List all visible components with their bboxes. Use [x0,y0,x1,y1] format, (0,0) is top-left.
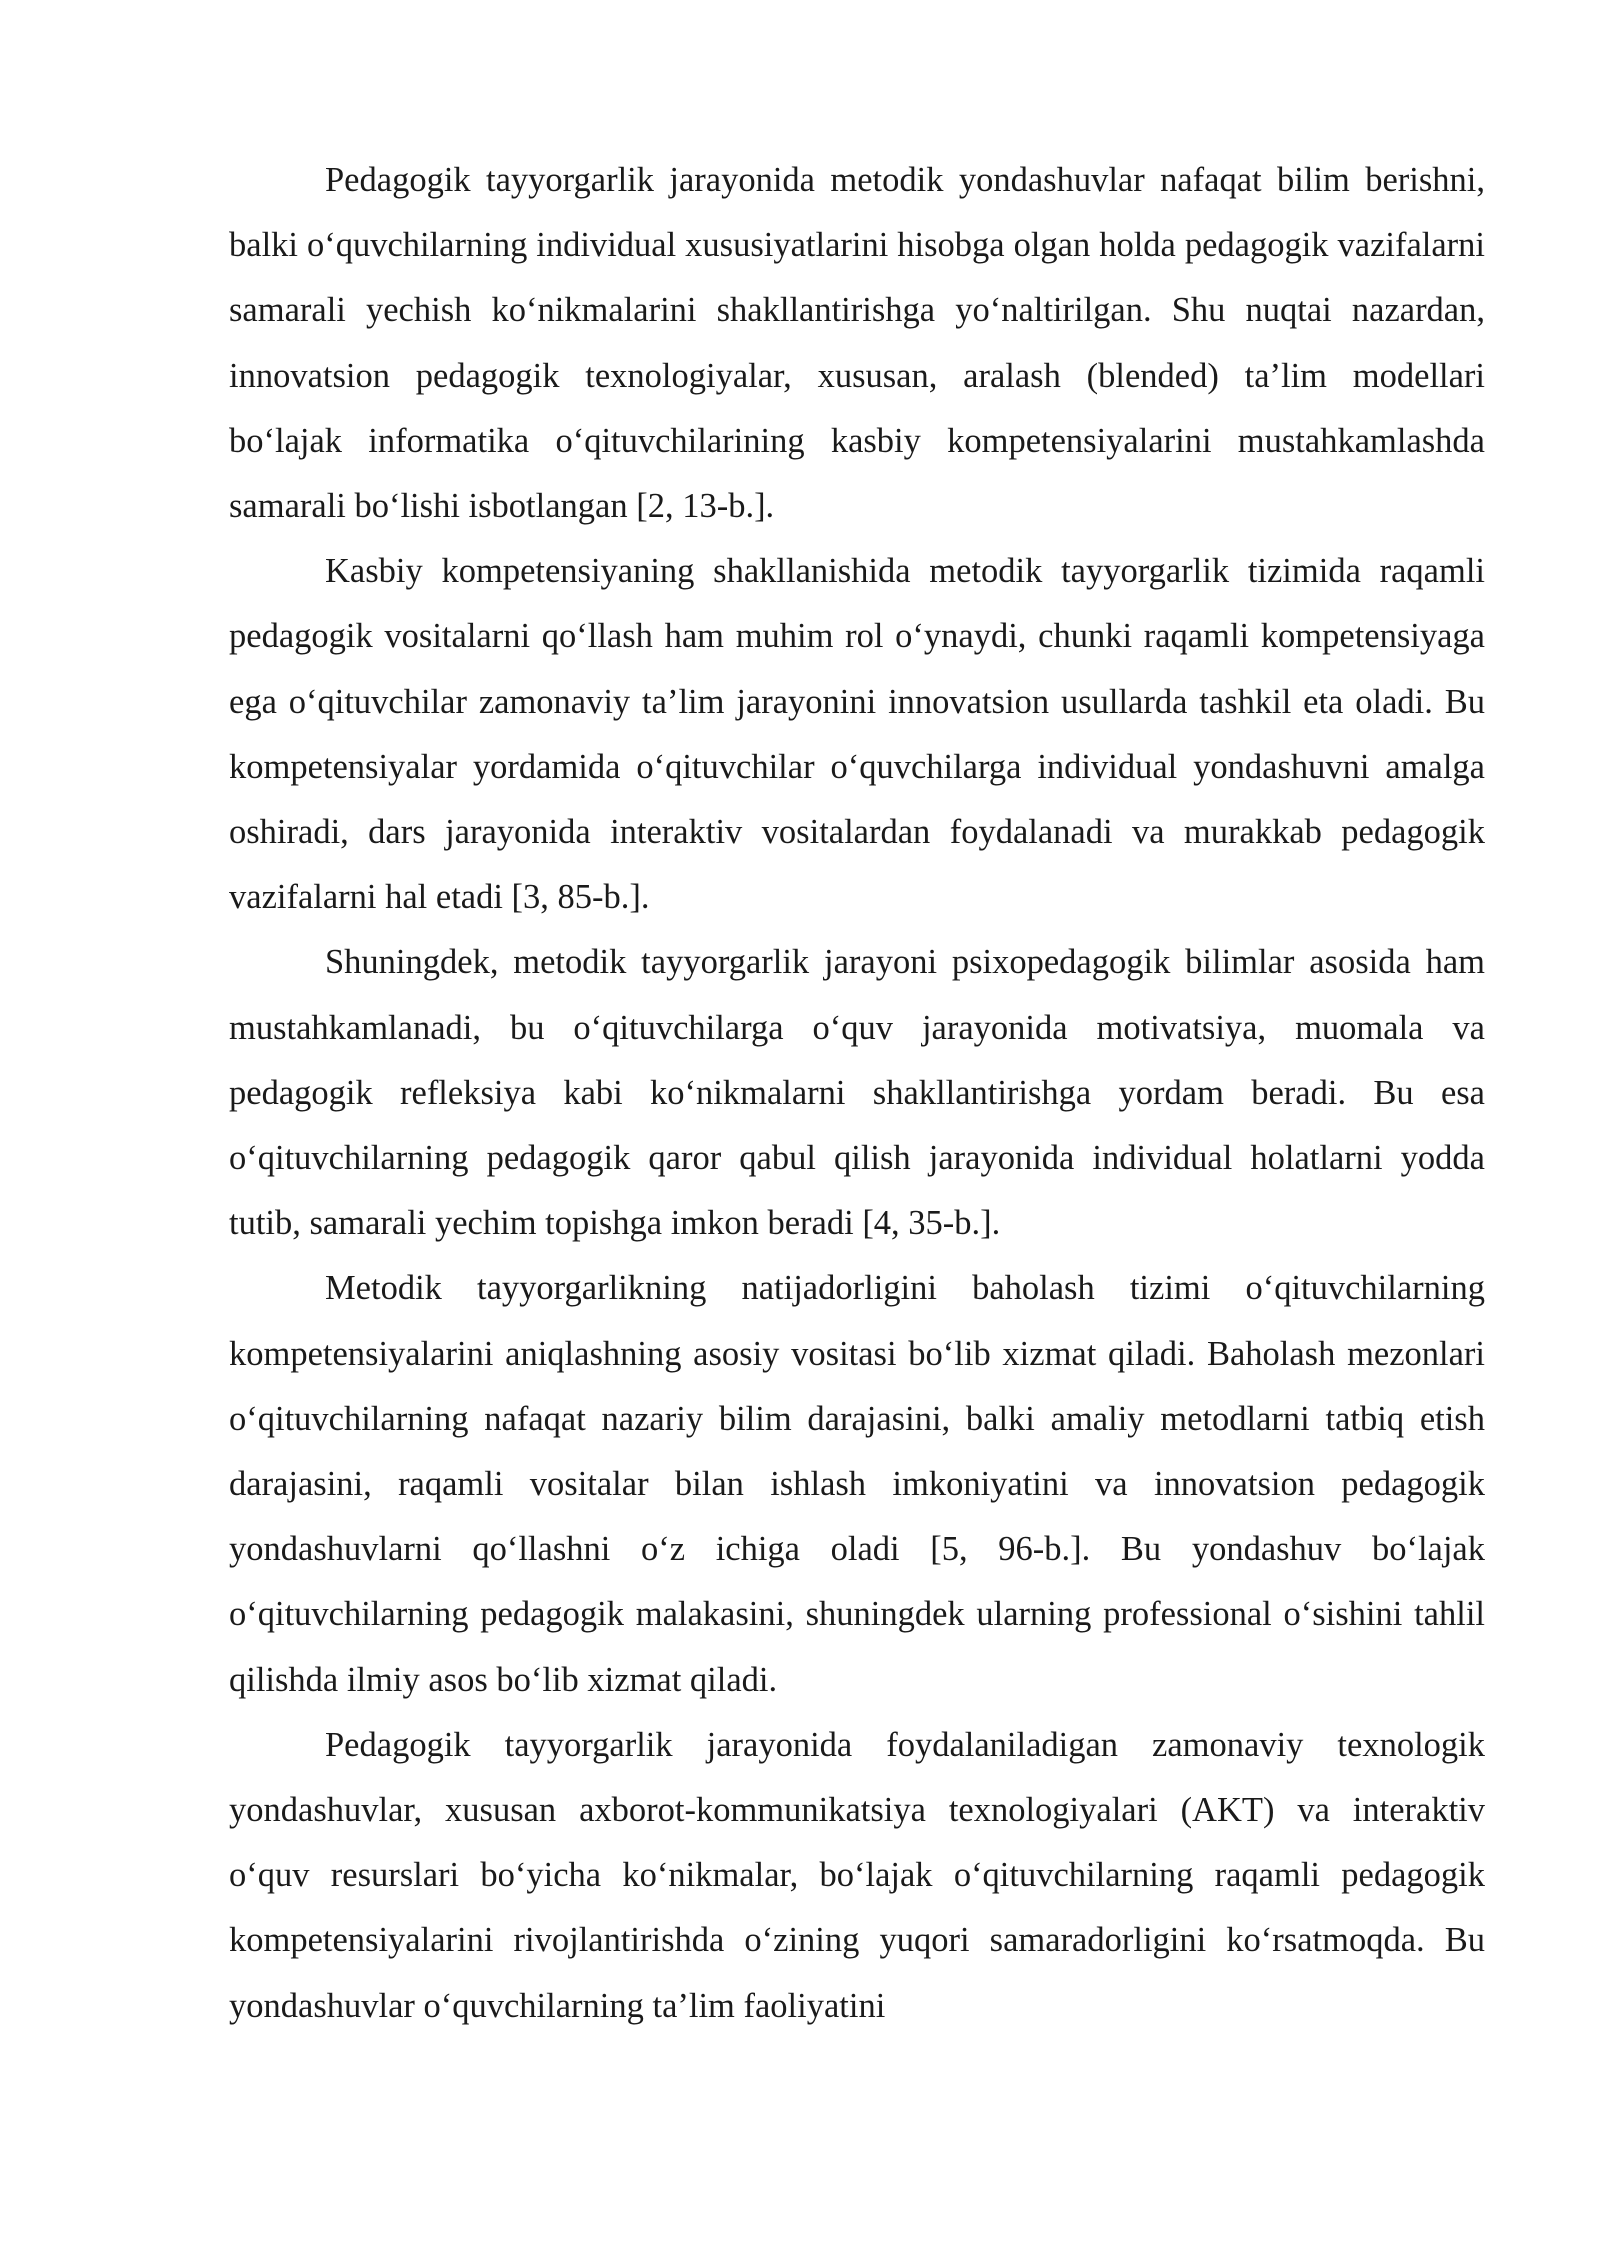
paragraph-2: Kasbiy kompetensiyaning shakllanishida metodik tayyorgarlik tizimida raqamli pedagogik vositalarni qo‘llash ham muhim rol o‘ynaydi, chunki raqamli kompetensiyaga ega o‘qituvchilar zamonaviy ta’lim jarayonini innovatsion usullarda tashkil eta oladi. Bu kompetensiyalar yordamida o‘qituvchilar o‘quvchilarga individual yondashuvni amalga oshiradi, dars jarayonida interaktiv vositalardan foydalanadi va murakkab pedagogik vazifalarni hal etadi [3, 85-b.]. [229,552,1485,917]
paragraph-5: Pedagogik tayyorgarlik jarayonida foydalaniladigan zamonaviy texnologik yondashuvlar, xususan axborot-kommunikatsiya texnologiyalari (AKT) va interaktiv o‘quv resurslari bo‘yicha ko‘nikmalar, bo‘lajak o‘qituvchilarning raqamli pedagogik kompetensiyalarini rivojlantirishda o‘zining yuqori samaradorligini ko‘rsatmoqda. Bu yondashuvlar o‘quvchilarning ta’lim faoliyatini [229,1725,1485,2025]
paragraph-3: Shuningdek, metodik tayyorgarlik jarayoni psixopedagogik bilimlar asosida ham mustahkamlanadi, bu o‘qituvchilarga o‘quv jarayonida motivatsiya, muomala va pedagogik refleksiya kabi ko‘nikmalarni shakllantirishga yordam beradi. Bu esa o‘qituvchilarning pedagogik qaror qabul qilish jarayonida individual holatlarni yodda tutib, samarali yechim topishga imkon beradi [4, 35-b.]. [229,943,1485,1243]
paragraph-1: Pedagogik tayyorgarlik jarayonida metodik yondashuvlar nafaqat bilim berishni, balki o‘quvchilarning individual xususiyatlarini hisobga olgan holda pedagogik vazifalarni samarali yechish ko‘nikmalarini shakllantirishga yo‘naltirilgan. Shu nuqtai nazardan, innovatsion pedagogik texnologiyalar, xususan, aralash (blended) ta’lim modellari bo‘lajak informatika o‘qituvchilarining kasbiy kompetensiyalarini mustahkamlashda samarali bo‘lishi isbotlangan [2, 13-b.]. [229,161,1485,526]
paragraph-4: Metodik tayyorgarlikning natijadorligini baholash tizimi o‘qituvchilarning kompetensiyalarini aniqlashning asosiy vositasi bo‘lib xizmat qiladi. Baholash mezonlari o‘qituvchilarning nafaqat nazariy bilim darajasini, balki amaliy metodlarni tatbiq etish darajasini, raqamli vositalar bilan ishlash imkoniyatini va innovatsion pedagogik yondashuvlarni qo‘llashni o‘z ichiga oladi [5, 96-b.]. Bu yondashuv bo‘lajak o‘qituvchilarning pedagogik malakasini, shuningdek ularning professional o‘sishini tahlil qilishda ilmiy asos bo‘lib xizmat qiladi. [229,1269,1485,1699]
document-body [229,148,1485,2039]
